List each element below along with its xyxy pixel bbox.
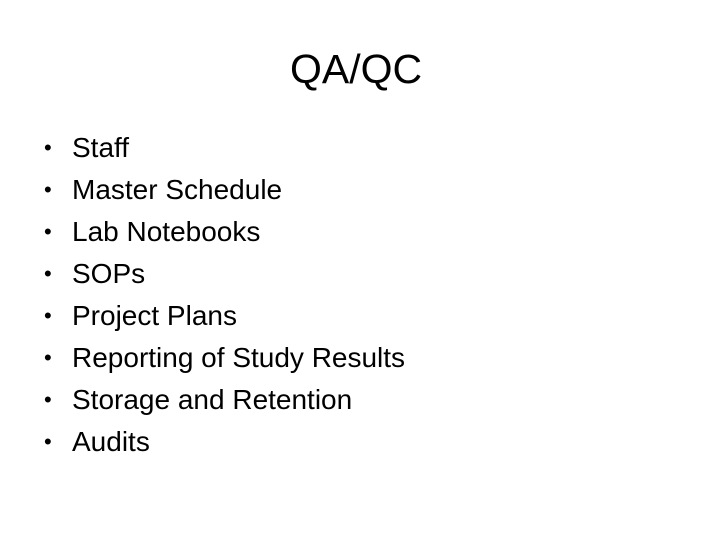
list-item-text: Project Plans <box>72 300 237 331</box>
list-item-text: Reporting of Study Results <box>72 342 406 373</box>
bullet-icon: • <box>44 261 52 286</box>
bullet-icon: • <box>44 387 52 412</box>
list-item-text: Staff <box>72 132 130 163</box>
list-item-text: Storage and Retention <box>72 384 353 415</box>
list-item-text: Master Schedule <box>72 174 283 205</box>
slide-title: QA/QC <box>290 46 423 92</box>
bullet-icon: • <box>44 219 52 244</box>
list-item-text: Lab Notebooks <box>72 216 261 247</box>
bullet-icon: • <box>44 303 52 328</box>
list-item-text: SOPs <box>72 258 146 289</box>
list-item-text: Audits <box>72 426 150 457</box>
bullet-icon: • <box>44 135 52 160</box>
bullet-icon: • <box>44 429 52 454</box>
bullet-icon: • <box>44 177 52 202</box>
bullet-icon: • <box>44 345 52 370</box>
